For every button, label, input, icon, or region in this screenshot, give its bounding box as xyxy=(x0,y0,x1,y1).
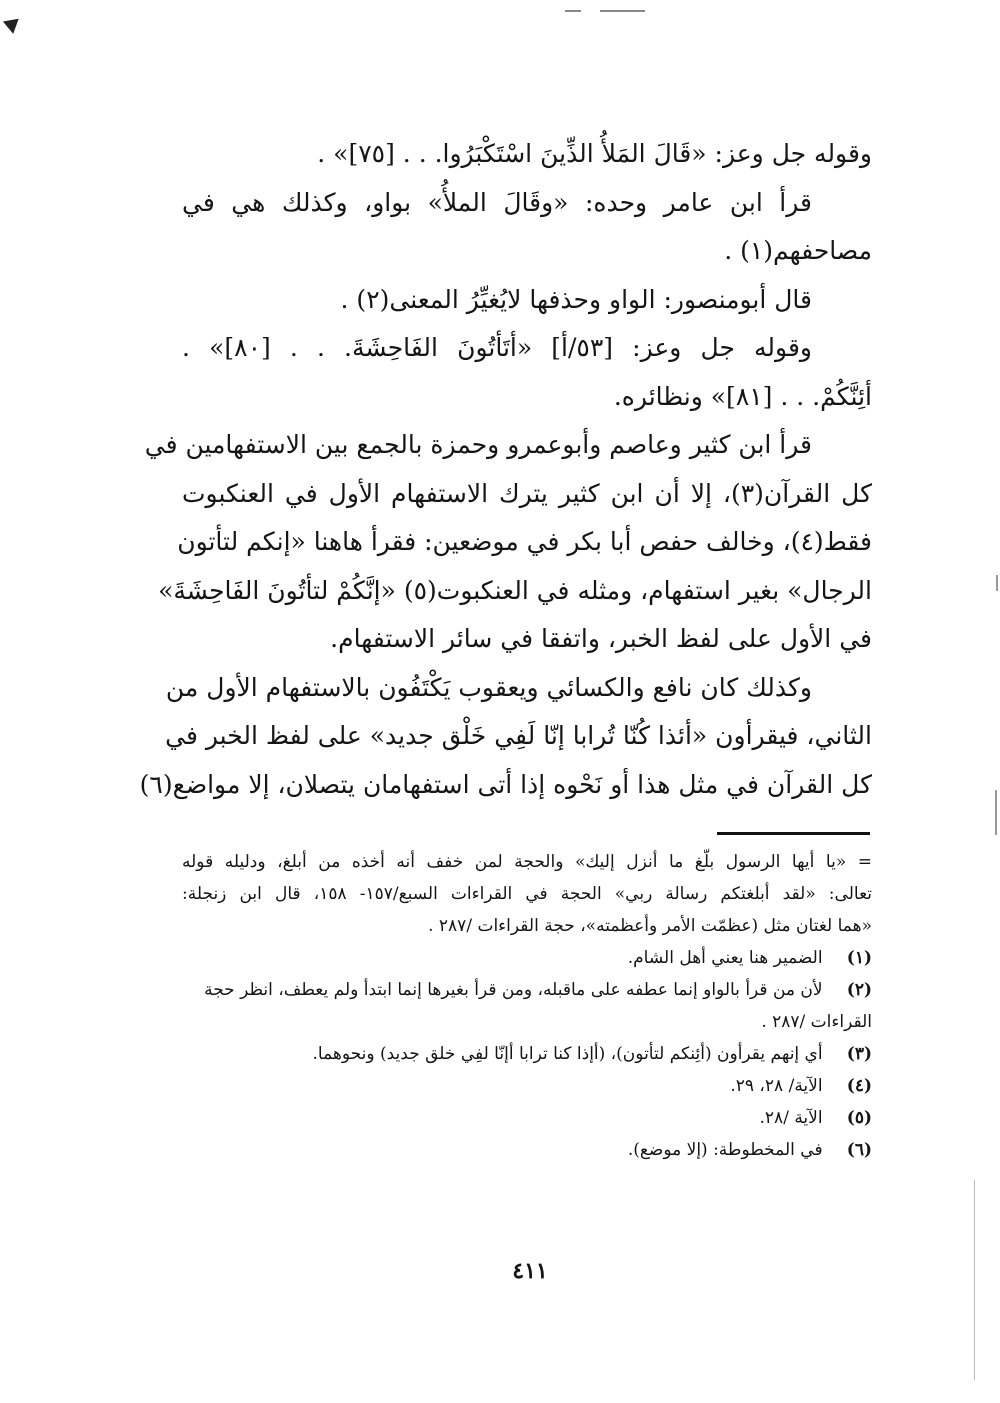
footnote-continuation-line: «هما لغتان مثل (عظمّت الأمر وأعظمته»، حجة القراءات /٢٨٧ . xyxy=(428,916,872,936)
footnote-3 xyxy=(182,1038,872,1070)
footnote-number: (٤) xyxy=(846,1076,872,1096)
footnote-text: الضمير هنا يعني أهل الشام. xyxy=(627,948,823,968)
top-scan-mark xyxy=(565,10,581,12)
footnote-number: (٥) xyxy=(846,1108,872,1128)
main-text xyxy=(139,130,872,809)
text-line: الرجال» بغير استفهام، ومثله في العنكبوت(٥) «إنَّكُمْ لتأتُونَ الفَاحِشَةَ» xyxy=(158,575,872,605)
footnote-5 xyxy=(182,1102,872,1134)
footnote-1 xyxy=(182,942,872,974)
verse-heading: وقوله جل وعز: «قَالَ المَلأُ الذِّينَ اسْتَكْبَرُوا. . . [٧٥]» . xyxy=(317,139,872,168)
text-line: قرأ ابن كثير وعاصم وأبوعمرو وحمزة بالجمع بين الاستفهامين في xyxy=(144,430,812,459)
edge-scan-mark xyxy=(974,1180,975,1380)
footnote-number: (١) xyxy=(846,948,872,968)
footnote-6 xyxy=(182,1134,872,1166)
footnote-text: في المخطوطة: (إلا موضع). xyxy=(627,1140,823,1160)
text-line: فقط(٤)، وخالف حفص أبا بكر في موضعين: فقرأ هاهنا «إنكم لتأتون xyxy=(177,527,872,556)
text-line: وكذلك كان نافع والكسائي ويعقوب يَكْتَفُون بالاستفهام الأول من xyxy=(165,672,812,702)
footnote-4 xyxy=(182,1070,872,1102)
footnote-text: الآية/ ٢٨، ٢٩. xyxy=(730,1076,823,1096)
text-line: قال أبومنصور: الواو وحذفها لايُغيِّرُ المعنى(٢) . xyxy=(340,284,812,314)
verse-heading: وقوله جل وعز: [٥٣/أ] «أتَأتُونَ الفَاحِشَةَ. . . [٨٠]» . xyxy=(182,333,812,362)
footnote-continuation-line: تعالى: «لقد أبلغتكم رسالة ربي» الحجة في القراءات السبع/١٥٧- ١٥٨، قال ابن زنجلة: xyxy=(182,884,872,904)
corner-fold-mark xyxy=(3,19,21,36)
footnote-text: لأن من قرأ بالواو إنما عطفه على ماقبله، ومن قرأ بغيرها إنما ابتدأ ولم يعطف، انظر حجة xyxy=(204,980,823,1000)
footnote-number: (٢) xyxy=(846,980,872,1000)
footnotes xyxy=(182,846,872,1166)
text-line: كل القرآن في مثل هذا أو نَحْوه إذا أتى استفهامان يتصلان، إلا مواضع(٦) xyxy=(139,769,872,799)
footnote-number: (٦) xyxy=(846,1140,872,1160)
footnote-number: (٣) xyxy=(846,1044,872,1064)
edge-scan-mark xyxy=(996,575,998,591)
text-line: الثاني، فيقرأون «أئذا كُنّا تُرابا إنّا لَفِي خَلْق جديد» على لفظ الخبر في xyxy=(165,721,872,750)
footnote-text: أي إنهم يقرأون (أئِنكم لتأتون)، (أإذا كنا ترابا أإنّا لفِي خلق جديد) ونحوهما. xyxy=(312,1044,823,1064)
footnote-separator xyxy=(717,832,870,835)
footnote-text: الآية /٢٨. xyxy=(759,1108,823,1128)
text-line: قرأ ابن عامر وحده: «وقَالَ الملأُ» بواو، وكذلك هي في xyxy=(182,187,812,217)
top-scan-mark xyxy=(600,10,645,12)
verse-heading: أئِنَّكُمْ. . . [٨١]» ونظائره. xyxy=(613,381,872,411)
page-number: ٤١١ xyxy=(512,1258,548,1284)
footnote-continuation-line: = «يا أيها الرسول بلّغ ما أنزل إليك» والحجة لمن خفف أنه أخذه من أبلغ، ودليله قوله xyxy=(182,852,872,872)
text-line: في الأول على لفظ الخبر، واتفقا في سائر الاستفهام. xyxy=(330,624,872,653)
footnote-2 xyxy=(182,974,872,1006)
text-line: كل القرآن(٣)، إلا أن ابن كثير يترك الاستفهام الأول في العنكبوت xyxy=(182,478,872,508)
footnote-2-continuation: القراءات /٢٨٧ . xyxy=(761,1012,872,1032)
text-line: مصاحفهم(١) . xyxy=(724,236,872,265)
edge-scan-mark xyxy=(995,790,997,835)
